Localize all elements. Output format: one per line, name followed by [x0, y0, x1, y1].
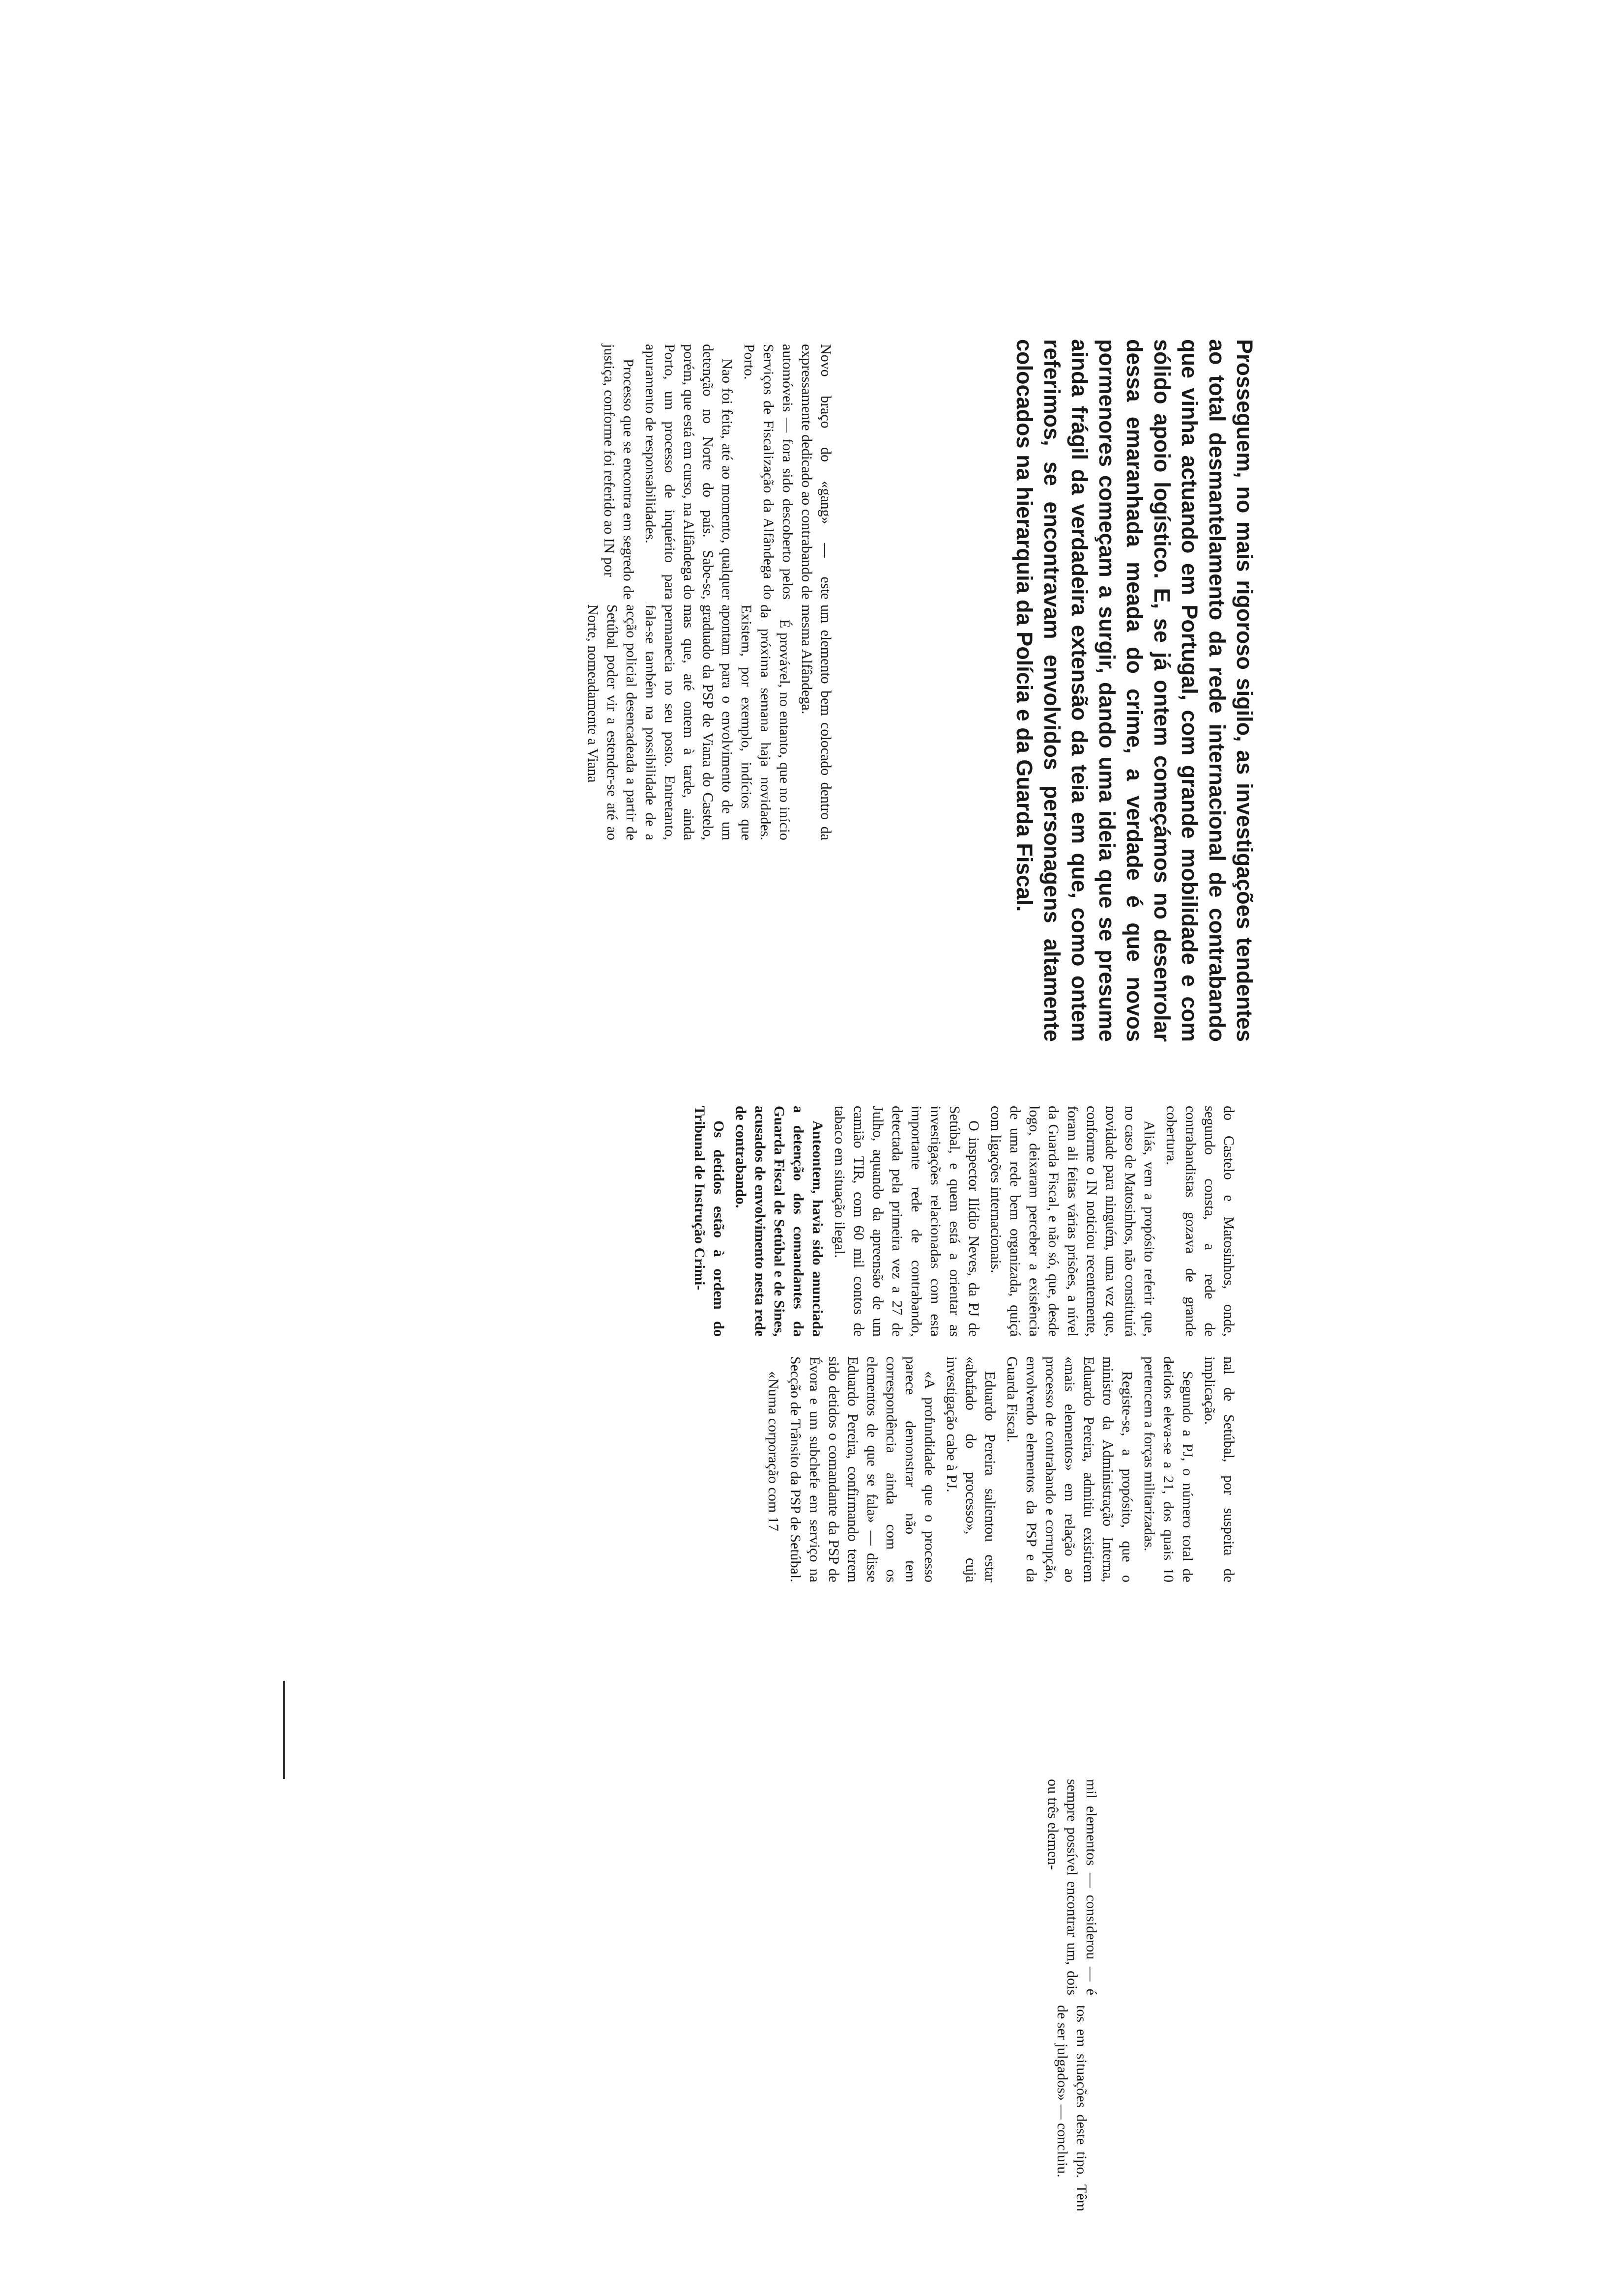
- column-4-paragraph: nal de Setúbal, por suspeita de implicação.: [1202, 1356, 1237, 1582]
- column-4-paragraph: «A profundidade que o processo parece demonstrar não tem correspondência ainda com os elementos de que se fala» — disse Eduardo Pereira, confirmando terem sido detidos o comandante da PSP de Évora e um subchefe em serviço na Secção de Trânsito da PSP de Setúbal.: [787, 1356, 938, 1582]
- article-column-5: [1040, 1779, 1101, 1995]
- column-3-paragraph: do Castelo e Matosinhos, onde, segundo consta, a rede de contrabandistas gozava de grande cobertura.: [1163, 1106, 1237, 1337]
- article-column-1: [597, 344, 835, 600]
- column-4-paragraph: Segundo a PJ, o número total de detidos eleva-se a 21, dos quais 10 pertencem a forças militarizadas.: [1141, 1356, 1196, 1582]
- column-2-paragraph: É provável, no entanto, que no início da próxima semana haja novidades. Existem, por exemplo, indícios que apontam para o envolvimento de um graduado da PSP de Viana do Castelo, mas que, até ontem à tarde, ainda permanecia no seu posto. Entretanto, fala-se também na possibilidade de a acção policial desencadeada a partir de Setúbal poder vir a estender-se até ao Norte, nomeadamente a Viana: [585, 604, 793, 840]
- column-1-paragraph: Processo que se encontra em segredo de justiça, conforme foi referido ao IN por: [601, 344, 636, 600]
- column-6-paragraph: tos em situações deste tipo. Têm de ser julgados» — concluiu.: [1054, 2005, 1090, 2211]
- column-3-paragraph: O inspector Ilídio Neves, da PJ de Setúbal, e quem está a orientar as investigações relacionadas com esta importante rede de contrabando, detectada pela primeira vez a 27 de Julho, aquando da apreensão de um camião TIR, com 60 mil contos de tabaco em situação ilegal.: [832, 1106, 982, 1337]
- column-3-paragraph: Anteontem, havia sido anunciada a detenção dos comandantes da Guarda Fiscal de Setúbal e de Sines, acusados de envolvimento nesta rede de contrabando.: [733, 1106, 826, 1337]
- column-3-paragraph: Aliás, vem a propósito referir que, no caso de Matosinhos, não constituirá novidade para ninguém, uma vez que, conforme o IN noticiou recentemente, foram ali feitas várias prisões, a nível da Guarda Fiscal, e não só, que, desde logo, deixaram perceber a existência de uma rede bem organizada, quiçá com ligações internacionais.: [988, 1106, 1157, 1337]
- article-lead-paragraph: Prosseguem, no mais rigoroso sigilo, as investigações tendentes ao total desmantelamento da rede internacional de contrabando que vinha actuando em Portugal, com grande mobilidade e com sólido apoio logístico. E, se já ontem começámos no desenrolar dessa emaranhada meada do crime, a verdade é que novos pormenores começam a surgir, dando uma ideia que se presume ainda frágil da verdadeira extensão da teia em que, como ontem referimos, se encontravam envolvidos personagens altamente colocados na hierarquia da Polícia e da Guarda Fiscal.: [1012, 339, 1257, 1042]
- article-column-3: [687, 1106, 1238, 1337]
- article-column-2: [580, 604, 835, 840]
- column-2-paragraph: um elemento bem colocado dentro da mesma Alfândega.: [799, 604, 834, 840]
- article-column-4: [761, 1356, 1238, 1582]
- column-4-paragraph: «Numa corporação com 17: [765, 1371, 781, 1531]
- column-5-paragraph: mil elementos — considerou — é sempre possível encontrar um, dois ou três elemen-: [1045, 1779, 1099, 1995]
- column-4-paragraph: Eduardo Pereira salientou estar «abafado do processo», cuja investigação cabe à PJ.: [944, 1356, 998, 1582]
- article-column-6: [1050, 2005, 1091, 2211]
- column-1-paragraph: Nao foi feita, até ao momento, qualquer detenção no Norte do país. Sabe-se, porém, que está em curso, na Alfândega do Porto, um processo de inquérito para apuramento de responsabilidades.: [642, 344, 735, 600]
- scan-rule-mark: [283, 1681, 285, 1779]
- column-4-paragraph: Registe-se, a propósito, que o ministro da Administração Interna, Eduardo Pereira, admitiu existirem «mais elementos» em relação ao processo de contrabando e corrupção, envolvendo elementos da PSP e da Guarda Fiscal.: [1004, 1356, 1135, 1582]
- column-3-paragraph: Os detidos estão à ordem do Tribunal de Instrução Crimi-: [691, 1106, 727, 1337]
- column-1-paragraph: Novo braço do «gang» — este expressamente dedicado ao contrabando de automóveis — fora sido descoberto pelos Serviços de Fiscalização da Alfândega do Porto.: [741, 344, 834, 600]
